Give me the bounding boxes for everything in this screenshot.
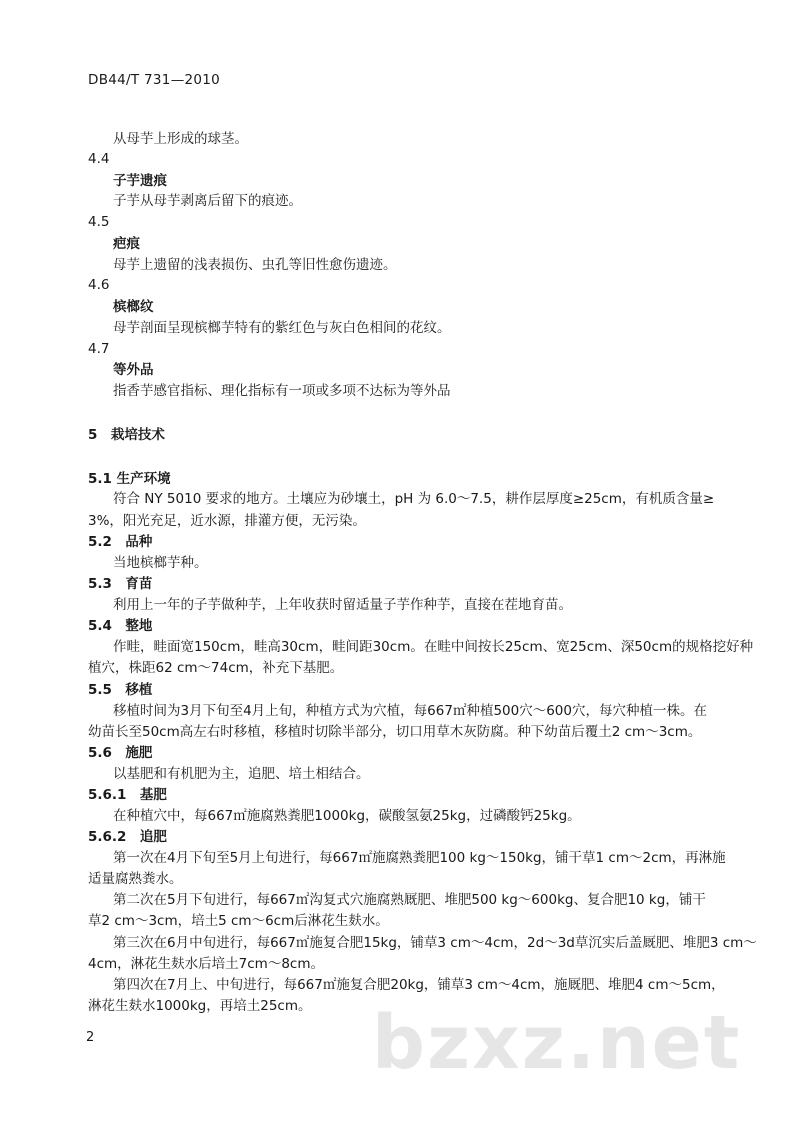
heading-5-2: 5.2 品种 <box>88 534 153 550</box>
topdress-3-line1: 第三次在6月中旬进行，每667㎡施复合肥15kg，铺草3 cm～4cm，2d～3d草沉实后盖厩肥、堆肥3 cm～ <box>113 935 757 951</box>
topdress-4-line1: 第四次在7月上、中旬进行，每667㎡施复合肥20kg，铺草3 cm～4cm，施厩肥、堆肥4 cm～5cm， <box>113 977 725 993</box>
clause-4-5-number: 4.5 <box>88 214 110 230</box>
para-5-2: 当地槟榔芋种。 <box>113 555 208 571</box>
term-4-7: 等外品 <box>113 362 154 378</box>
para-5-4-line2: 植穴，株距62 cm～74cm，补充下基肥。 <box>88 660 344 676</box>
clause-4-7-number: 4.7 <box>88 341 110 357</box>
term-4-4: 子芋遗痕 <box>113 173 167 189</box>
definition-4-5: 母芋上遗留的浅表损伤、虫孔等旧性愈伤遗迹。 <box>113 257 397 273</box>
heading-5-6-2: 5.6.2 追肥 <box>88 829 167 845</box>
clause-4-4-number: 4.4 <box>88 151 110 167</box>
topdress-4-line2: 淋花生麸水1000kg，再培土25cm。 <box>88 998 312 1014</box>
heading-5-6: 5.6 施肥 <box>88 745 153 761</box>
definition-4-3-continued: 从母芋上形成的球茎。 <box>113 131 248 147</box>
standard-number: DB44/T 731—2010 <box>88 72 221 88</box>
page-number: 2 <box>86 1030 95 1045</box>
topdress-2-line2: 草2 cm～3cm，培土5 cm～6cm后淋花生麸水。 <box>88 913 389 929</box>
heading-5-1: 5.1 生产环境 <box>88 471 171 487</box>
topdress-1-line2: 适量腐熟粪水。 <box>88 871 183 887</box>
heading-5-5: 5.5 移植 <box>88 682 153 698</box>
section-5-title: 5 栽培技术 <box>88 427 165 443</box>
para-5-4-line1: 作畦，畦面宽150cm，畦高30cm，畦间距30cm。在畦中间按长25cm、宽25cm、深50cm的规格挖好种 <box>113 639 754 655</box>
topdress-2-line1: 第二次在5月下旬进行，每667㎡沟复式穴施腐熟厩肥、堆肥500 kg～600kg、复合肥10 kg，铺干 <box>113 892 706 908</box>
definition-4-7: 指香芋感官指标、理化指标有一项或多项不达标为等外品 <box>113 383 451 399</box>
term-4-6: 槟榔纹 <box>113 299 154 315</box>
para-5-1-line1: 符合 NY 5010 要求的地方。土壤应为砂壤土，pH 为 6.0～7.5，耕作层厚度≥25cm，有机质含量≥ <box>113 491 715 507</box>
topdress-1-line1: 第一次在4月下旬至5月上旬进行，每667㎡施腐熟粪肥100 kg～150kg，铺干草1 cm～2cm，再淋施 <box>113 850 726 866</box>
term-4-5: 疤痕 <box>113 236 140 252</box>
definition-4-4: 子芋从母芋剥离后留下的痕迹。 <box>113 193 302 209</box>
para-5-5-line1: 移植时间为3月下旬至4月上旬，种植方式为穴植，每667㎡种植500穴～600穴，每穴种植一株。在 <box>113 703 707 719</box>
heading-5-6-1: 5.6.1 基肥 <box>88 787 167 803</box>
para-5-3: 利用上一年的子芋做种芋，上年收获时留适量子芋作种芋，直接在茬地育苗。 <box>113 597 572 613</box>
para-5-5-line2: 幼苗长至50cm高左右时移植，移植时切除半部分，切口用草木灰防腐。种下幼苗后覆土2 cm～3cm。 <box>88 724 702 740</box>
para-5-1-line2: 3%，阳光充足，近水源，排灌方便，无污染。 <box>88 513 366 529</box>
topdress-3-line2: 4cm，淋花生麸水后培土7cm～8cm。 <box>88 956 324 972</box>
para-5-6: 以基肥和有机肥为主，追肥、培土相结合。 <box>113 766 370 782</box>
heading-5-3: 5.3 育苗 <box>88 576 153 592</box>
heading-5-4: 5.4 整地 <box>88 618 153 634</box>
definition-4-6: 母芋剖面呈现槟榔芋特有的紫红色与灰白色相间的花纹。 <box>113 320 451 336</box>
clause-4-6-number: 4.6 <box>88 277 110 293</box>
watermark: bzxz.net <box>372 1000 742 1086</box>
para-5-6-1: 在种植穴中，每667㎡施腐熟粪肥1000kg，碳酸氢氨25kg，过磷酸钙25kg。 <box>113 808 581 824</box>
